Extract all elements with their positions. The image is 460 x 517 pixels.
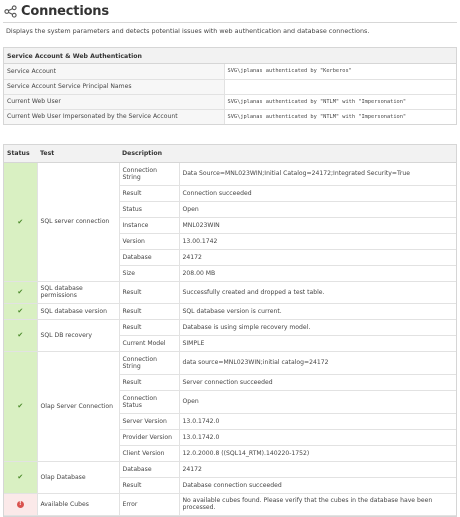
check-detail-key: Result [119, 477, 179, 493]
check-test-name: Olap Server Connection [37, 351, 119, 461]
check-detail-key: Provider Version [119, 429, 179, 445]
checkmark-icon: ✔ [17, 307, 24, 315]
checks-header-row [4, 145, 456, 162]
checkmark-icon: ✔ [17, 402, 24, 410]
error-icon: ! [17, 501, 24, 508]
checkmark-icon: ✔ [17, 217, 24, 226]
check-detail-value: 24172 [179, 461, 456, 477]
check-test-name: Olap Database [37, 461, 119, 493]
test-column-header: Test [37, 145, 119, 162]
check-detail-value: SQL database version is current. [179, 303, 456, 319]
check-detail-value: SIMPLE [179, 335, 456, 351]
auth-row-value: SVG\jplanas authenticated by "NTLM" with "Impersonation" [224, 94, 456, 109]
check-status-cell [4, 281, 37, 303]
check-detail-value: 13.0.1742.0 [179, 429, 456, 445]
checks-panel [3, 144, 457, 517]
check-test-name: SQL database version [37, 303, 119, 319]
check-detail-key: Client Version [119, 445, 179, 461]
check-detail-value: data source=MNL023WIN;initial catalog=24172 [179, 351, 456, 374]
page-title: Connections [21, 3, 109, 19]
check-status-cell [4, 303, 37, 319]
auth-row-label: Service Account Service Principal Names [4, 79, 224, 94]
check-detail-row [4, 281, 456, 303]
check-test-name: SQL DB recovery [37, 319, 119, 351]
check-detail-value: 13.0.1742.0 [179, 413, 456, 429]
auth-row-label: Current Web User Impersonated by the Service Account [4, 109, 224, 124]
check-detail-value: Connection succeeded [179, 185, 456, 201]
check-detail-row [4, 351, 456, 374]
checkmark-icon: ✔ [17, 331, 24, 339]
check-detail-row [4, 319, 456, 335]
check-detail-value: Open [179, 201, 456, 217]
check-status-cell [4, 461, 37, 493]
check-detail-value: Data Source=MNL023WIN;Initial Catalog=24172;Integrated Security=True [179, 162, 456, 185]
check-detail-key: Connection String [119, 351, 179, 374]
check-detail-row [4, 461, 456, 477]
check-detail-row [4, 162, 456, 185]
share-icon [4, 5, 17, 18]
check-detail-key: Connection Status [119, 390, 179, 413]
check-detail-key: Result [119, 185, 179, 201]
checks-table [4, 145, 456, 516]
auth-table [4, 64, 456, 124]
checkmark-icon: ✔ [17, 288, 24, 296]
auth-row [4, 79, 456, 94]
auth-row [4, 94, 456, 109]
check-detail-value: MNL023WIN [179, 217, 456, 233]
check-detail-value: 13.00.1742 [179, 233, 456, 249]
check-detail-key: Current Model [119, 335, 179, 351]
check-detail-key: Result [119, 303, 179, 319]
check-detail-key: Result [119, 319, 179, 335]
auth-panel-heading: Service Account & Web Authentication [4, 48, 456, 64]
check-detail-value: Server connection succeeded [179, 374, 456, 390]
check-detail-value: 24172 [179, 249, 456, 265]
check-detail-value: 12.0.2000.8 ((SQL14_RTM).140220-1752) [179, 445, 456, 461]
check-status-cell [4, 319, 37, 351]
auth-row-value: SVG\jplanas authenticated by "Kerberos" [224, 64, 456, 79]
check-detail-key: Instance [119, 217, 179, 233]
auth-row-label: Service Account [4, 64, 224, 79]
check-status-cell [4, 162, 37, 281]
auth-panel [3, 47, 457, 125]
check-test-name: Available Cubes [37, 493, 119, 515]
checkmark-icon: ✔ [17, 473, 24, 481]
check-test-name: SQL server connection [37, 162, 119, 281]
page-description: Displays the system parameters and detects potential issues with web authentication and database connections. [6, 27, 370, 35]
check-detail-row [4, 303, 456, 319]
check-detail-value: Successfully created and dropped a test table. [179, 281, 456, 303]
check-detail-key: Status [119, 201, 179, 217]
auth-row-value [224, 79, 456, 94]
check-detail-key: Error [119, 493, 179, 515]
check-detail-key: Database [119, 249, 179, 265]
status-column-header: Status [4, 145, 37, 162]
check-detail-key: Server Version [119, 413, 179, 429]
check-detail-key: Size [119, 265, 179, 281]
check-detail-key: Version [119, 233, 179, 249]
auth-row-label: Current Web User [4, 94, 224, 109]
check-detail-value: Open [179, 390, 456, 413]
check-detail-value: 208.00 MB [179, 265, 456, 281]
check-detail-key: Connection String [119, 162, 179, 185]
check-detail-key: Result [119, 374, 179, 390]
check-status-cell [4, 351, 37, 461]
check-detail-value: Database is using simple recovery model. [179, 319, 456, 335]
description-column-header: Description [119, 145, 456, 162]
page-header [0, 0, 460, 22]
check-detail-value: No available cubes found. Please verify that the cubes in the database have been processed. [179, 493, 456, 515]
auth-row-value: SVG\jplanas authenticated by "NTLM" with "Impersonation" [227, 113, 407, 120]
check-test-name: SQL database permissions [37, 281, 119, 303]
auth-row [4, 109, 456, 124]
auth-row [4, 64, 456, 79]
check-detail-key: Database [119, 461, 179, 477]
check-detail-value: Database connection succeeded [179, 477, 456, 493]
check-detail-key: Result [119, 281, 179, 303]
